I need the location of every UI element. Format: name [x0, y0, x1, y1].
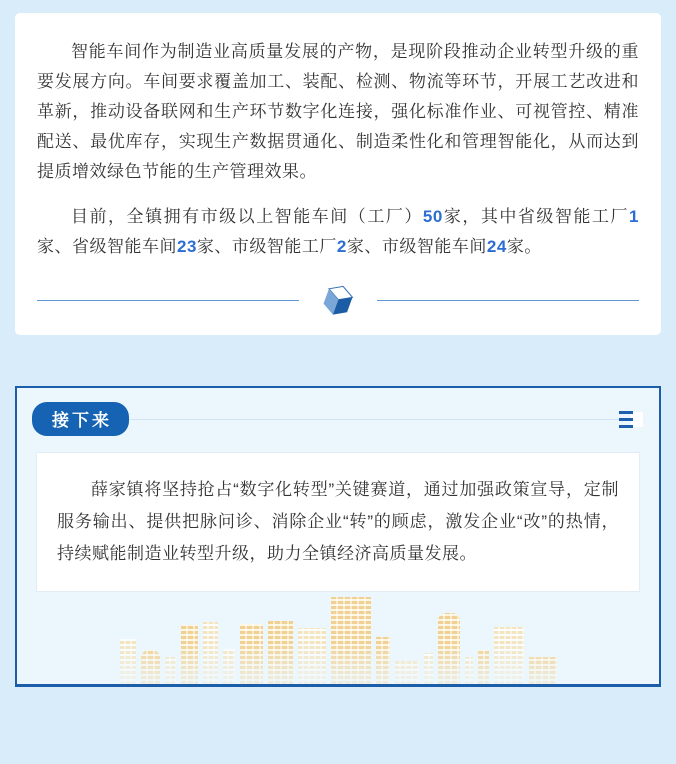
building	[529, 657, 557, 684]
building	[465, 657, 473, 684]
building	[141, 650, 160, 684]
building	[438, 613, 460, 684]
cube-3d-icon	[318, 280, 357, 321]
intro-paragraph: 智能车间作为制造业高质量发展的产物，是现阶段推动企业转型升级的重要发展方向。车间要求覆盖加工、装配、检测、物流等环节，开展工艺改进和革新，推动设备联网和生产环节数字化连接，强化标准作业、可视管控、精准配送、最优库存，实现生产数据贯通化、制造柔性化和管理智能化，从而达到提质增效绿色节能的生产管理效果。	[37, 42, 639, 181]
stat-value: 2	[336, 237, 347, 256]
building	[494, 627, 524, 684]
building	[395, 661, 419, 684]
next-section-header	[32, 402, 643, 436]
stats-paragraph	[37, 202, 639, 262]
stats-text: 家、市级智能车间	[346, 237, 487, 256]
stats-text: 家、市级智能工厂	[196, 237, 337, 256]
menu-icon-bar	[619, 425, 633, 428]
building	[223, 649, 235, 684]
stats-text: 家、省级智能车间	[37, 237, 177, 256]
building	[165, 657, 176, 684]
city-skyline-illustration	[17, 592, 659, 684]
stat-value: 23	[177, 237, 197, 256]
menu-icon-bar	[619, 418, 633, 421]
stat-value: 1	[629, 207, 640, 226]
article-card	[15, 13, 661, 335]
divider-line-right	[377, 300, 639, 301]
stats-text: 家，其中省级智能工厂	[442, 207, 630, 226]
next-badge: 接下来	[32, 402, 129, 436]
summary-box	[36, 452, 640, 592]
divider-line-left	[37, 300, 299, 301]
header-rule	[129, 419, 619, 420]
building	[298, 628, 326, 684]
building	[478, 650, 489, 684]
section-divider	[37, 284, 639, 317]
building	[240, 624, 263, 684]
summary-paragraph: 薛家镇将坚持抢占“数字化转型”关键赛道，通过加强政策宣导，定制服务输出、提供把脉问诊、消除企业“转”的顾虑，激发企业“改”的热情，持续赋能制造业转型升级，助力全镇经济高质量发展。	[57, 480, 619, 563]
stats-text: 家。	[506, 237, 542, 256]
building	[120, 639, 136, 684]
building	[181, 625, 198, 684]
next-section-card	[15, 386, 661, 687]
menu-icon-bar	[619, 411, 633, 414]
stat-value: 50	[422, 207, 443, 226]
building	[268, 621, 293, 684]
stat-value: 24	[486, 237, 507, 256]
building	[331, 597, 371, 684]
list-menu-icon[interactable]	[619, 411, 643, 428]
stats-text: 目前，全镇拥有市级以上智能车间（工厂）	[71, 207, 423, 226]
building	[424, 653, 433, 684]
building	[203, 622, 218, 684]
building	[376, 637, 390, 684]
